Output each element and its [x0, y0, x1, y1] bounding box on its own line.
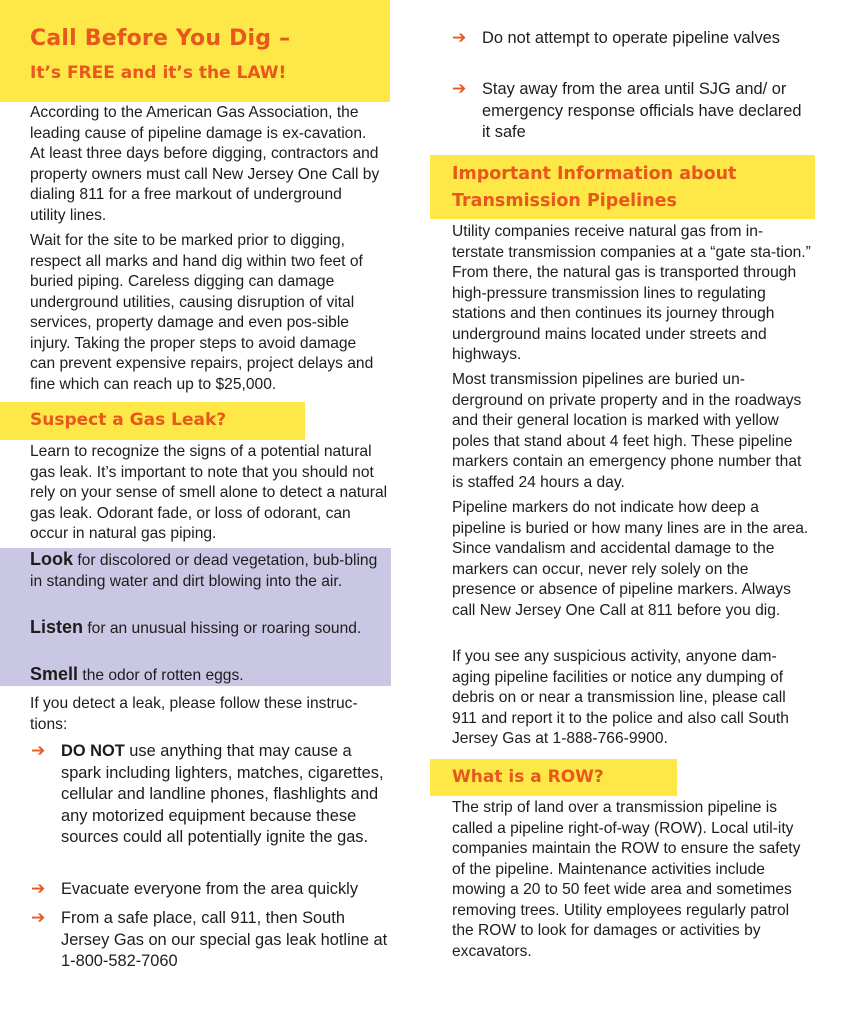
transmission-paragraph-2: Most transmission pipelines are buried un-derground on private property and in the roadways and their general location is marked with yellow poles that stand about 4 feet high. These pipeline markers contain an emergency phone number that is staffed 24 hours a day.: [452, 371, 802, 491]
page-subtitle: It’s FREE and it’s the LAW!: [30, 63, 287, 83]
intro-paragraph-1: According to the American Gas Association, the leading cause of pipeline damage is ex-cavation. At least three days before digging, contractors and property owners must call New Jersey One Call by dialing 811 for a free markout of underground utility lines.: [30, 104, 380, 224]
listen-text: for an unusual hissing or roaring sound.: [83, 620, 362, 637]
look-keyword: Look: [30, 549, 73, 569]
bullet-do-not: [61, 741, 389, 849]
transmission-heading-line-2: Transmission Pipelines: [452, 191, 677, 211]
bullet-evacuate: Evacuate everyone from the area quickly: [61, 880, 359, 898]
bullet-valves: Do not attempt to operate pipeline valves: [482, 29, 780, 47]
look-text: for discolored or dead vegetation, bub-bling in standing water and dirt blowing into the air.: [30, 552, 378, 590]
bullet-do-not-text: use anything that may cause a spark including lighters, matches, cigarettes, cellular and landline phones, flashlights and any motorized equipment because these sources could all potentially ignite the gas.: [61, 742, 384, 846]
bullet-call-911: From a safe place, call 911, then South Jersey Gas on our special gas leak hotline at 1-800-582-7060: [61, 909, 388, 970]
transmission-heading-line-1: Important Information about: [452, 164, 737, 184]
gas-leak-paragraph: Learn to recognize the signs of a potential natural gas leak. It’s important to note that you should not rely on your sense of smell alone to detect a natural gas leak. Odorant fade, or loss of odorant, can occur in natural gas piping.: [30, 443, 388, 542]
page-title: Call Before You Dig –: [30, 26, 291, 51]
look-item: [30, 549, 380, 592]
smell-text: the odor of rotten eggs.: [78, 667, 244, 684]
right-arrow-icon: ➔: [31, 908, 46, 928]
listen-item: [30, 617, 380, 640]
listen-keyword: Listen: [30, 617, 84, 637]
bullet-stay-away: Stay away from the area until SJG and/ or emergency response officials have declared it safe: [482, 80, 802, 141]
smell-keyword: Smell: [30, 664, 79, 684]
smell-item: [30, 664, 380, 687]
bullet-do-not-bold: DO NOT: [61, 742, 125, 760]
intro-paragraph-2: Wait for the site to be marked prior to digging, respect all marks and hand dig within two feet of buried piping. Careless digging can damage underground utilities, causing disruption of vital services, property damage and even pos-sible injury. Taking the proper steps to avoid damage can prevent expensive repairs, project delays and fine which can reach up to $25,000.: [30, 232, 374, 393]
instructions-intro: If you detect a leak, please follow these instruc-tions:: [30, 695, 358, 733]
transmission-paragraph-1: Utility companies receive natural gas from in-terstate transmission companies at a “gate sta-tion.” From there, the natural gas is transported through high-pressure transmission lines to regulating stations and then continues its journey through underground mains located under streets and highways.: [452, 223, 811, 363]
gas-leak-heading: Suspect a Gas Leak?: [30, 410, 227, 430]
right-arrow-icon: ➔: [452, 28, 467, 48]
title-banner: [0, 0, 390, 102]
row-paragraph: The strip of land over a transmission pipeline is called a pipeline right-of-way (ROW). Local util-ity companies maintain the ROW to ensure the safety of the pipeline. Maintenance activities include mowing a 20 to 50 feet wide area and sometimes removing trees. Utility employees regularly patrol the ROW to look for damages or activities by excavators.: [452, 799, 801, 960]
right-arrow-icon: ➔: [31, 741, 46, 761]
row-heading: What is a ROW?: [452, 767, 604, 787]
transmission-paragraph-4: If you see any suspicious activity, anyone dam-aging pipeline facilities or notice any dumping of debris on or near a transmission line, please call 911 and report it to the police and also call South Jersey Gas at 1-888-766-9900.: [452, 648, 789, 747]
right-arrow-icon: ➔: [31, 879, 46, 899]
right-arrow-icon: ➔: [452, 79, 467, 99]
transmission-paragraph-3: Pipeline markers do not indicate how deep a pipeline is buried or how many lines are in the area. Since vandalism and accidental damage to the markers can occur, never rely solely on the presence or absence of pipeline markers. Always call New Jersey One Call at 811 before you dig.: [452, 499, 809, 619]
